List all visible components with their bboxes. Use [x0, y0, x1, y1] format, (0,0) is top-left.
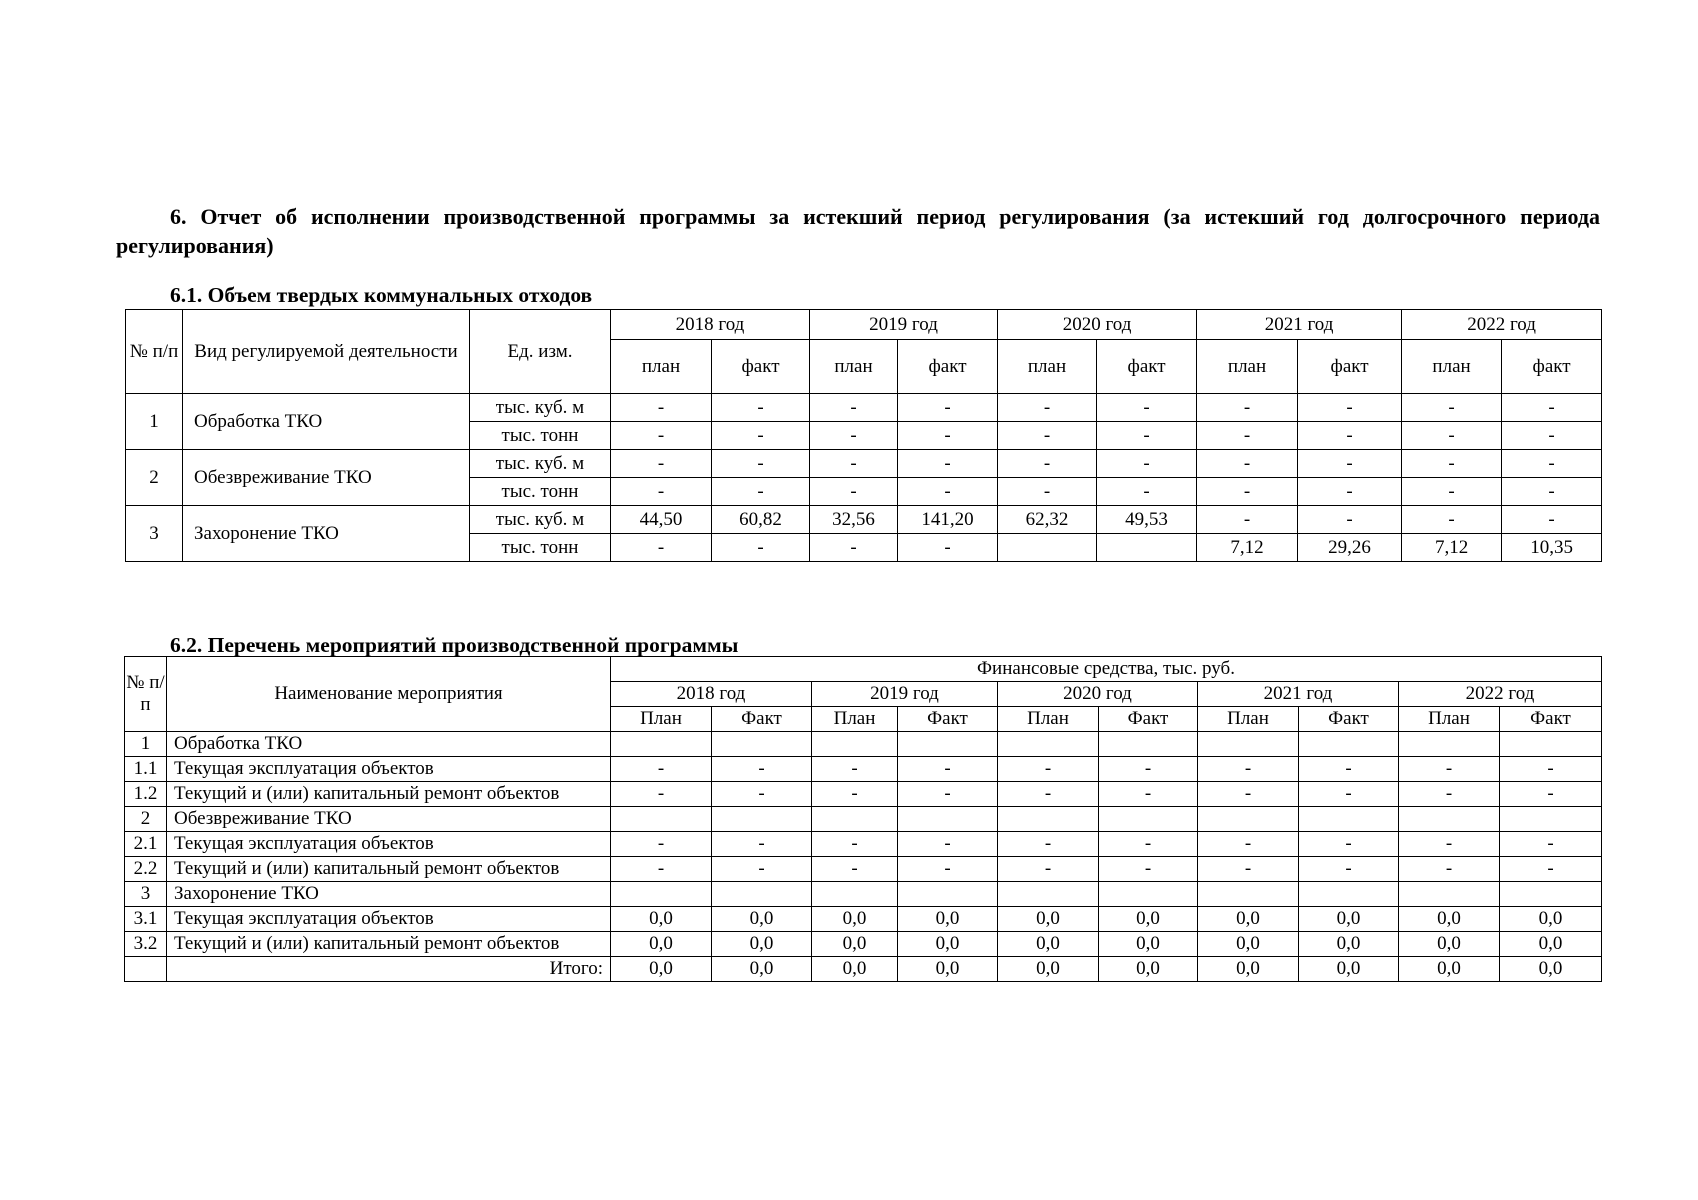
year-header: 2019 год — [812, 682, 998, 707]
measure-name: Захоронение ТКО — [167, 882, 611, 907]
value-cell: - — [898, 534, 998, 562]
measure-name: Текущий и (или) капитальный ремонт объектов — [167, 857, 611, 882]
value-cell: 60,82 — [712, 506, 810, 534]
value-cell: - — [1099, 782, 1198, 807]
row-num: 1 — [125, 732, 167, 757]
value-cell: - — [998, 832, 1099, 857]
value-cell — [898, 807, 998, 832]
value-cell: 7,12 — [1402, 534, 1502, 562]
total-num-cell — [125, 957, 167, 982]
fact-header: Факт — [1500, 707, 1602, 732]
total-value-cell: 0,0 — [1299, 957, 1399, 982]
value-cell: 0,0 — [1299, 907, 1399, 932]
total-value-cell: 0,0 — [1198, 957, 1299, 982]
value-cell: - — [611, 534, 712, 562]
activity-name: Обработка ТКО — [183, 394, 470, 450]
table-row — [126, 506, 1602, 534]
value-cell: 0,0 — [1099, 932, 1198, 957]
value-cell — [1198, 732, 1299, 757]
row-num: 2 — [126, 450, 183, 506]
total-value-cell: 0,0 — [1500, 957, 1602, 982]
col-name-header: Наименование мероприятия — [167, 657, 611, 732]
value-cell: - — [1399, 757, 1500, 782]
unit-cell: тыс. тонн — [470, 422, 611, 450]
row-num: 3.1 — [125, 907, 167, 932]
section-title: 6. Отчет об исполнении производственной программы за истекший период регулирования (за истекший год долгосрочного периода регулирования) — [116, 204, 1600, 258]
table-row — [125, 782, 1602, 807]
value-cell: - — [998, 478, 1097, 506]
value-cell: - — [998, 450, 1097, 478]
value-cell: - — [712, 422, 810, 450]
value-cell: - — [712, 394, 810, 422]
value-cell — [1399, 882, 1500, 907]
value-cell: - — [812, 757, 898, 782]
value-cell: 0,0 — [1399, 907, 1500, 932]
waste-volume-table — [125, 309, 1602, 562]
value-cell: 0,0 — [1198, 932, 1299, 957]
value-cell: - — [1500, 782, 1602, 807]
value-cell — [998, 534, 1097, 562]
col-num-header: № п/п — [126, 310, 183, 394]
value-cell: - — [998, 757, 1099, 782]
value-cell — [1399, 807, 1500, 832]
value-cell — [1500, 882, 1602, 907]
plan-header: план — [998, 340, 1097, 394]
value-cell: - — [1500, 832, 1602, 857]
value-cell: - — [1099, 857, 1198, 882]
value-cell: - — [1198, 857, 1299, 882]
value-cell: - — [810, 422, 898, 450]
value-cell: - — [1099, 757, 1198, 782]
value-cell: - — [1099, 832, 1198, 857]
value-cell — [1099, 807, 1198, 832]
value-cell: 141,20 — [898, 506, 998, 534]
value-cell: - — [712, 832, 812, 857]
value-cell: - — [611, 832, 712, 857]
value-cell: - — [1197, 394, 1298, 422]
measure-name: Текущая эксплуатация объектов — [167, 907, 611, 932]
value-cell — [1097, 534, 1197, 562]
value-cell: - — [1198, 832, 1299, 857]
value-cell: 7,12 — [1197, 534, 1298, 562]
year-header: 2018 год — [611, 682, 812, 707]
value-cell: - — [1402, 506, 1502, 534]
value-cell: - — [611, 394, 712, 422]
unit-cell: тыс. куб. м — [470, 450, 611, 478]
value-cell — [1198, 882, 1299, 907]
value-cell: - — [1197, 506, 1298, 534]
activity-name: Захоронение ТКО — [183, 506, 470, 562]
value-cell — [898, 732, 998, 757]
value-cell — [1500, 732, 1602, 757]
value-cell: - — [1399, 782, 1500, 807]
value-cell: - — [810, 394, 898, 422]
value-cell: - — [810, 478, 898, 506]
measure-name: Текущая эксплуатация объектов — [167, 757, 611, 782]
row-num: 2.1 — [125, 832, 167, 857]
table-row — [126, 394, 1602, 422]
table-row — [125, 932, 1602, 957]
fact-header: факт — [1097, 340, 1197, 394]
value-cell: - — [898, 757, 998, 782]
value-cell: - — [1298, 394, 1402, 422]
total-value-cell: 0,0 — [1099, 957, 1198, 982]
row-num: 2 — [125, 807, 167, 832]
value-cell — [1299, 807, 1399, 832]
value-cell: 0,0 — [1198, 907, 1299, 932]
value-cell — [812, 732, 898, 757]
plan-header: план — [611, 340, 712, 394]
table-row — [126, 450, 1602, 478]
value-cell: - — [898, 394, 998, 422]
table-row — [125, 857, 1602, 882]
plan-header: План — [611, 707, 712, 732]
value-cell — [1299, 732, 1399, 757]
value-cell: - — [812, 832, 898, 857]
value-cell: - — [1299, 757, 1399, 782]
value-cell: - — [812, 857, 898, 882]
value-cell: - — [712, 782, 812, 807]
value-cell: - — [1197, 478, 1298, 506]
row-num: 1 — [126, 394, 183, 450]
value-cell: - — [1402, 422, 1502, 450]
total-value-cell: 0,0 — [1399, 957, 1500, 982]
row-num: 1.1 — [125, 757, 167, 782]
value-cell: - — [712, 534, 810, 562]
value-cell: - — [898, 832, 998, 857]
value-cell — [1099, 732, 1198, 757]
value-cell: - — [810, 534, 898, 562]
total-value-cell: 0,0 — [998, 957, 1099, 982]
unit-cell: тыс. куб. м — [470, 394, 611, 422]
value-cell: - — [1097, 422, 1197, 450]
value-cell: 0,0 — [1099, 907, 1198, 932]
row-num: 3.2 — [125, 932, 167, 957]
value-cell: 0,0 — [898, 932, 998, 957]
row-num: 1.2 — [125, 782, 167, 807]
value-cell: - — [1402, 394, 1502, 422]
measure-name: Обезвреживание ТКО — [167, 807, 611, 832]
value-cell: 29,26 — [1298, 534, 1402, 562]
value-cell: - — [611, 478, 712, 506]
value-cell: 0,0 — [898, 907, 998, 932]
value-cell: - — [1197, 450, 1298, 478]
value-cell: - — [898, 450, 998, 478]
plan-header: план — [1197, 340, 1298, 394]
value-cell: - — [1198, 757, 1299, 782]
value-cell: - — [998, 782, 1099, 807]
finance-header: Финансовые средства, тыс. руб. — [611, 657, 1602, 682]
table-row — [125, 882, 1602, 907]
table-row — [125, 732, 1602, 757]
fact-header: факт — [1502, 340, 1602, 394]
year-header: 2020 год — [998, 682, 1198, 707]
total-value-cell: 0,0 — [812, 957, 898, 982]
value-cell: 0,0 — [812, 907, 898, 932]
value-cell — [1299, 882, 1399, 907]
value-cell: 0,0 — [712, 932, 812, 957]
col-activity-header: Вид регулируемой деятельности — [183, 310, 470, 394]
plan-header: план — [810, 340, 898, 394]
value-cell — [611, 882, 712, 907]
value-cell — [812, 882, 898, 907]
value-cell: - — [1502, 450, 1602, 478]
table-row — [125, 907, 1602, 932]
value-cell: - — [1502, 394, 1602, 422]
value-cell: 10,35 — [1502, 534, 1602, 562]
fact-header: факт — [1298, 340, 1402, 394]
value-cell — [712, 732, 812, 757]
value-cell: - — [1298, 478, 1402, 506]
year-header: 2020 год — [998, 310, 1197, 340]
value-cell: 62,32 — [998, 506, 1097, 534]
value-cell — [998, 732, 1099, 757]
unit-cell: тыс. куб. м — [470, 506, 611, 534]
value-cell: - — [898, 782, 998, 807]
total-label: Итого: — [167, 957, 611, 982]
value-cell — [611, 732, 712, 757]
value-cell: 0,0 — [998, 907, 1099, 932]
fact-header: Факт — [1099, 707, 1198, 732]
value-cell: 0,0 — [611, 932, 712, 957]
value-cell: - — [1198, 782, 1299, 807]
fact-header: Факт — [898, 707, 998, 732]
value-cell: - — [1402, 450, 1502, 478]
value-cell — [1500, 807, 1602, 832]
value-cell: 0,0 — [1500, 932, 1602, 957]
unit-cell: тыс. тонн — [470, 534, 611, 562]
value-cell — [1399, 732, 1500, 757]
year-header: 2018 год — [611, 310, 810, 340]
value-cell: - — [712, 478, 810, 506]
value-cell: - — [1402, 478, 1502, 506]
year-header: 2022 год — [1399, 682, 1602, 707]
total-row — [125, 957, 1602, 982]
value-cell: 0,0 — [812, 932, 898, 957]
row-num: 3 — [126, 506, 183, 562]
unit-cell: тыс. тонн — [470, 478, 611, 506]
value-cell: 0,0 — [1399, 932, 1500, 957]
value-cell: 44,50 — [611, 506, 712, 534]
value-cell: - — [1502, 478, 1602, 506]
table-row — [125, 757, 1602, 782]
value-cell: - — [812, 782, 898, 807]
col-unit-header: Ед. изм. — [470, 310, 611, 394]
measure-name: Текущая эксплуатация объектов — [167, 832, 611, 857]
program-measures-table — [124, 656, 1602, 982]
table-row — [125, 807, 1602, 832]
value-cell — [998, 882, 1099, 907]
fact-header: Факт — [712, 707, 812, 732]
value-cell — [712, 807, 812, 832]
value-cell: - — [611, 757, 712, 782]
total-value-cell: 0,0 — [611, 957, 712, 982]
value-cell: - — [712, 450, 810, 478]
value-cell: 32,56 — [810, 506, 898, 534]
value-cell: 0,0 — [712, 907, 812, 932]
value-cell: - — [1097, 394, 1197, 422]
value-cell: - — [1500, 857, 1602, 882]
plan-header: план — [1402, 340, 1502, 394]
value-cell: - — [1299, 832, 1399, 857]
value-cell: - — [1502, 422, 1602, 450]
value-cell: - — [898, 478, 998, 506]
value-cell: - — [998, 394, 1097, 422]
year-header: 2022 год — [1402, 310, 1602, 340]
value-cell: - — [1097, 450, 1197, 478]
year-header: 2021 год — [1197, 310, 1402, 340]
fact-header: факт — [712, 340, 810, 394]
value-cell: - — [998, 422, 1097, 450]
value-cell: - — [1500, 757, 1602, 782]
plan-header: План — [1198, 707, 1299, 732]
total-value-cell: 0,0 — [898, 957, 998, 982]
col-num-header: № п/п — [125, 657, 167, 732]
value-cell: - — [1299, 782, 1399, 807]
value-cell — [712, 882, 812, 907]
value-cell: - — [611, 450, 712, 478]
value-cell: - — [1399, 832, 1500, 857]
value-cell: - — [1298, 506, 1402, 534]
value-cell — [1198, 807, 1299, 832]
activity-name: Обезвреживание ТКО — [183, 450, 470, 506]
table1-title: 6.1. Объем твердых коммунальных отходов — [170, 283, 593, 307]
value-cell: - — [712, 857, 812, 882]
row-num: 2.2 — [125, 857, 167, 882]
year-header: 2021 год — [1198, 682, 1399, 707]
value-cell: - — [810, 450, 898, 478]
value-cell: 0,0 — [611, 907, 712, 932]
value-cell: - — [898, 422, 998, 450]
measure-name: Текущий и (или) капитальный ремонт объектов — [167, 932, 611, 957]
plan-header: План — [998, 707, 1099, 732]
value-cell: 0,0 — [998, 932, 1099, 957]
total-value-cell: 0,0 — [712, 957, 812, 982]
fact-header: Факт — [1299, 707, 1399, 732]
value-cell: - — [1299, 857, 1399, 882]
value-cell: - — [611, 782, 712, 807]
table-row — [125, 832, 1602, 857]
fact-header: факт — [898, 340, 998, 394]
value-cell: - — [898, 857, 998, 882]
value-cell — [1099, 882, 1198, 907]
value-cell: 0,0 — [1500, 907, 1602, 932]
value-cell: - — [1502, 506, 1602, 534]
table2-title: 6.2. Перечень мероприятий производственной программы — [170, 633, 739, 657]
value-cell: - — [1298, 422, 1402, 450]
measure-name: Текущий и (или) капитальный ремонт объектов — [167, 782, 611, 807]
value-cell: 0,0 — [1299, 932, 1399, 957]
value-cell: - — [1197, 422, 1298, 450]
value-cell: - — [1298, 450, 1402, 478]
row-num: 3 — [125, 882, 167, 907]
measure-name: Обработка ТКО — [167, 732, 611, 757]
value-cell — [998, 807, 1099, 832]
value-cell: - — [998, 857, 1099, 882]
value-cell: 49,53 — [1097, 506, 1197, 534]
value-cell: - — [611, 857, 712, 882]
value-cell: - — [712, 757, 812, 782]
value-cell — [611, 807, 712, 832]
value-cell — [812, 807, 898, 832]
value-cell: - — [611, 422, 712, 450]
value-cell — [898, 882, 998, 907]
plan-header: План — [1399, 707, 1500, 732]
value-cell: - — [1399, 857, 1500, 882]
value-cell: - — [1097, 478, 1197, 506]
year-header: 2019 год — [810, 310, 998, 340]
plan-header: План — [812, 707, 898, 732]
